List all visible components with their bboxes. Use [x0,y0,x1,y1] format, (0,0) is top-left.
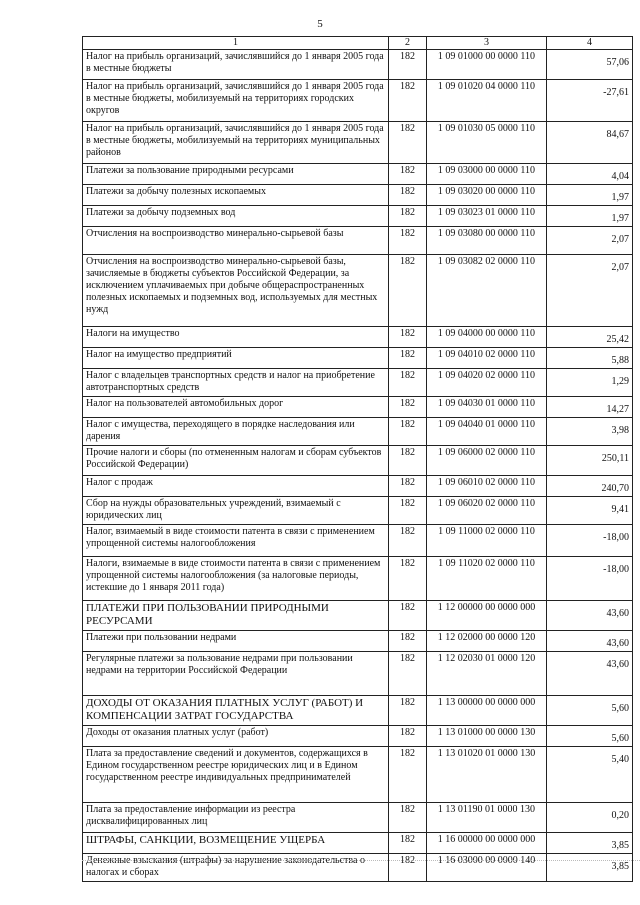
row-budget-code: 1 09 03023 01 0000 110 [427,206,547,227]
amount-value: 43,60 [606,659,629,670]
row-name: Платежи при пользовании недрами [83,631,389,652]
table-row [83,747,633,803]
table-row [83,601,633,631]
row-amount [547,164,633,185]
row-name: Налог на прибыль организаций, зачислявшийся до 1 января 2005 года в местные бюджеты, мобилизуемый на территориях муниципальных районов [83,122,389,164]
revenue-table [82,36,633,882]
amount-value: 5,88 [611,355,629,366]
table-row [83,122,633,164]
table-row [83,652,633,696]
row-budget-code: 1 13 01020 01 0000 130 [427,747,547,803]
table-header-row [83,37,633,50]
header-col-2: 2 [389,37,427,50]
row-amount [547,418,633,446]
amount-value: 43,60 [606,608,629,619]
row-name: Налог на прибыль организаций, зачислявшийся до 1 января 2005 года в местные бюджеты [83,50,389,80]
row-amount [547,185,633,206]
row-name: Платежи за пользование природными ресурсами [83,164,389,185]
row-budget-code: 1 09 03000 00 0000 110 [427,164,547,185]
row-name: Платежи за добычу полезных ископаемых [83,185,389,206]
row-budget-code: 1 12 02000 00 0000 120 [427,631,547,652]
row-admin-code: 182 [389,327,427,348]
row-admin-code: 182 [389,164,427,185]
row-admin-code: 182 [389,747,427,803]
row-admin-code: 182 [389,476,427,497]
row-amount [547,446,633,476]
row-amount [547,369,633,397]
row-budget-code: 1 16 03000 00 0000 140 [427,854,547,882]
row-amount [547,476,633,497]
row-name: ПЛАТЕЖИ ПРИ ПОЛЬЗОВАНИИ ПРИРОДНЫМИ РЕСУРСАМИ [83,601,389,631]
row-budget-code: 1 09 03020 00 0000 110 [427,185,547,206]
row-name: Налоги, взимаемые в виде стоимости патента в связи с применением упрощенной системы налогообложения (за налоговые периоды, истекшие до 1 января 2011 года) [83,557,389,601]
table-row [83,418,633,446]
table-row [83,80,633,122]
row-budget-code: 1 09 04020 02 0000 110 [427,369,547,397]
row-name: Платежи за добычу подземных вод [83,206,389,227]
row-budget-code: 1 12 00000 00 0000 000 [427,601,547,631]
row-budget-code: 1 09 01020 04 0000 110 [427,80,547,122]
row-amount [547,327,633,348]
table-row [83,348,633,369]
row-admin-code: 182 [389,348,427,369]
row-name: Налоги на имущество [83,327,389,348]
row-budget-code: 1 09 01000 00 0000 110 [427,50,547,80]
table-row [83,50,633,80]
row-admin-code: 182 [389,255,427,327]
row-budget-code: 1 09 11000 02 0000 110 [427,525,547,557]
row-budget-code: 1 09 01030 05 0000 110 [427,122,547,164]
table-row [83,803,633,833]
amount-value: 240,70 [601,483,629,494]
row-budget-code: 1 09 06010 02 0000 110 [427,476,547,497]
row-admin-code: 182 [389,185,427,206]
amount-value: 9,41 [611,504,629,515]
row-admin-code: 182 [389,726,427,747]
amount-value: 1,97 [611,192,629,203]
row-admin-code: 182 [389,397,427,418]
row-admin-code: 182 [389,369,427,397]
header-col-1: 1 [83,37,389,50]
row-amount [547,348,633,369]
table-row [83,185,633,206]
table-row [83,369,633,397]
row-budget-code: 1 09 06020 02 0000 110 [427,497,547,525]
row-amount [547,497,633,525]
revenue-table-wrapper [82,36,633,882]
amount-value: 2,07 [611,234,629,245]
row-amount [547,525,633,557]
row-name: Отчисления на воспроизводство минерально-сырьевой базы, зачисляемые в бюджеты субъектов Российской Федерации, за исключением уплачиваемых при добыче общераспространенных полезных ископаемых и подземных вод, используемых для местных нужд [83,255,389,327]
row-amount [547,601,633,631]
amount-value: 4,04 [611,171,629,182]
amount-value: 1,97 [611,213,629,224]
row-admin-code: 182 [389,854,427,882]
amount-value: 84,67 [606,129,629,140]
row-amount [547,747,633,803]
row-name: Плата за предоставление сведений и документов, содержащихся в Едином государственном реестре юридических лиц и в Едином государственном реестре индивидуальных предпринимателей [83,747,389,803]
row-amount [547,227,633,255]
table-row [83,255,633,327]
amount-value: 3,98 [611,425,629,436]
table-row [83,227,633,255]
table-body [83,50,633,882]
row-name: Налог на прибыль организаций, зачислявшийся до 1 января 2005 года в местные бюджеты, мобилизуемый на территориях городских округов [83,80,389,122]
amount-value: 43,60 [606,638,629,649]
header-col-3: 3 [427,37,547,50]
amount-value: 5,60 [611,703,629,714]
row-admin-code: 182 [389,122,427,164]
row-admin-code: 182 [389,803,427,833]
row-amount [547,122,633,164]
row-admin-code: 182 [389,80,427,122]
row-budget-code: 1 09 06000 02 0000 110 [427,446,547,476]
table-row [83,696,633,726]
table-row [83,327,633,348]
amount-value: 3,85 [611,861,629,872]
amount-value: 0,20 [611,810,629,821]
row-name: Налог на пользователей автомобильных дорог [83,397,389,418]
row-amount [547,696,633,726]
amount-value: 3,85 [611,840,629,851]
row-admin-code: 182 [389,833,427,854]
row-admin-code: 182 [389,652,427,696]
amount-value: 14,27 [606,404,629,415]
row-name: Доходы от оказания платных услуг (работ) [83,726,389,747]
row-name: Сбор на нужды образовательных учреждений, взимаемый с юридических лиц [83,497,389,525]
row-admin-code: 182 [389,696,427,726]
table-row [83,397,633,418]
row-name: Налог, взимаемый в виде стоимости патента в связи с применением упрощенной системы налогообложения [83,525,389,557]
table-row [83,164,633,185]
amount-value: 250,11 [601,453,629,464]
row-amount [547,803,633,833]
table-row [83,854,633,882]
row-amount [547,833,633,854]
row-admin-code: 182 [389,206,427,227]
row-amount [547,631,633,652]
row-name: Налог на имущество предприятий [83,348,389,369]
row-budget-code: 1 13 01190 01 0000 130 [427,803,547,833]
row-budget-code: 1 09 04040 01 0000 110 [427,418,547,446]
row-admin-code: 182 [389,227,427,255]
row-name: ШТРАФЫ, САНКЦИИ, ВОЗМЕЩЕНИЕ УЩЕРБА [83,833,389,854]
row-admin-code: 182 [389,631,427,652]
table-row [83,206,633,227]
row-amount [547,206,633,227]
table-row [83,497,633,525]
table-row [83,525,633,557]
row-amount [547,397,633,418]
amount-value: 5,60 [611,733,629,744]
row-budget-code: 1 09 04000 00 0000 110 [427,327,547,348]
row-admin-code: 182 [389,557,427,601]
row-admin-code: 182 [389,601,427,631]
row-admin-code: 182 [389,525,427,557]
row-amount [547,80,633,122]
amount-value: 2,07 [611,262,629,273]
row-name: Отчисления на воспроизводство минерально-сырьевой базы [83,227,389,255]
page-number: 5 [317,18,323,30]
row-budget-code: 1 09 04010 02 0000 110 [427,348,547,369]
table-row [83,557,633,601]
amount-value: -18,00 [603,564,629,575]
amount-value: 1,29 [611,376,629,387]
row-name: Прочие налоги и сборы (по отмененным налогам и сборам субъектов Российской Федерации) [83,446,389,476]
table-row [83,476,633,497]
bottom-dotted-line [82,860,640,861]
row-admin-code: 182 [389,50,427,80]
amount-value: -27,61 [603,87,629,98]
row-budget-code: 1 13 00000 00 0000 000 [427,696,547,726]
header-col-4: 4 [547,37,633,50]
table-row [83,833,633,854]
row-admin-code: 182 [389,446,427,476]
row-name: Налог с имущества, переходящего в порядке наследования или дарения [83,418,389,446]
row-name: Регулярные платежи за пользование недрами при пользовании недрами на территории Российской Федерации [83,652,389,696]
row-amount [547,50,633,80]
row-budget-code: 1 09 11020 02 0000 110 [427,557,547,601]
row-budget-code: 1 16 00000 00 0000 000 [427,833,547,854]
row-budget-code: 1 12 02030 01 0000 120 [427,652,547,696]
row-amount [547,255,633,327]
amount-value: 5,40 [611,754,629,765]
row-name: Денежные взыскания (штрафы) за нарушение законодательства о налогах и сборах [83,854,389,882]
row-admin-code: 182 [389,497,427,525]
table-row [83,726,633,747]
row-budget-code: 1 09 03080 00 0000 110 [427,227,547,255]
row-amount [547,557,633,601]
amount-value: 57,06 [606,57,629,68]
row-budget-code: 1 13 01000 00 0000 130 [427,726,547,747]
row-amount [547,854,633,882]
row-amount [547,652,633,696]
row-name: Налог с продаж [83,476,389,497]
row-admin-code: 182 [389,418,427,446]
row-name: Плата за предоставление информации из реестра дисквалифицированных лиц [83,803,389,833]
row-budget-code: 1 09 03082 02 0000 110 [427,255,547,327]
row-amount [547,726,633,747]
table-row [83,631,633,652]
amount-value: -18,00 [603,532,629,543]
amount-value: 25,42 [606,334,629,345]
row-budget-code: 1 09 04030 01 0000 110 [427,397,547,418]
row-name: Налог с владельцев транспортных средств и налог на приобретение автотранспортных средств [83,369,389,397]
table-row [83,446,633,476]
row-name: ДОХОДЫ ОТ ОКАЗАНИЯ ПЛАТНЫХ УСЛУГ (РАБОТ) И КОМПЕНСАЦИИ ЗАТРАТ ГОСУДАРСТВА [83,696,389,726]
